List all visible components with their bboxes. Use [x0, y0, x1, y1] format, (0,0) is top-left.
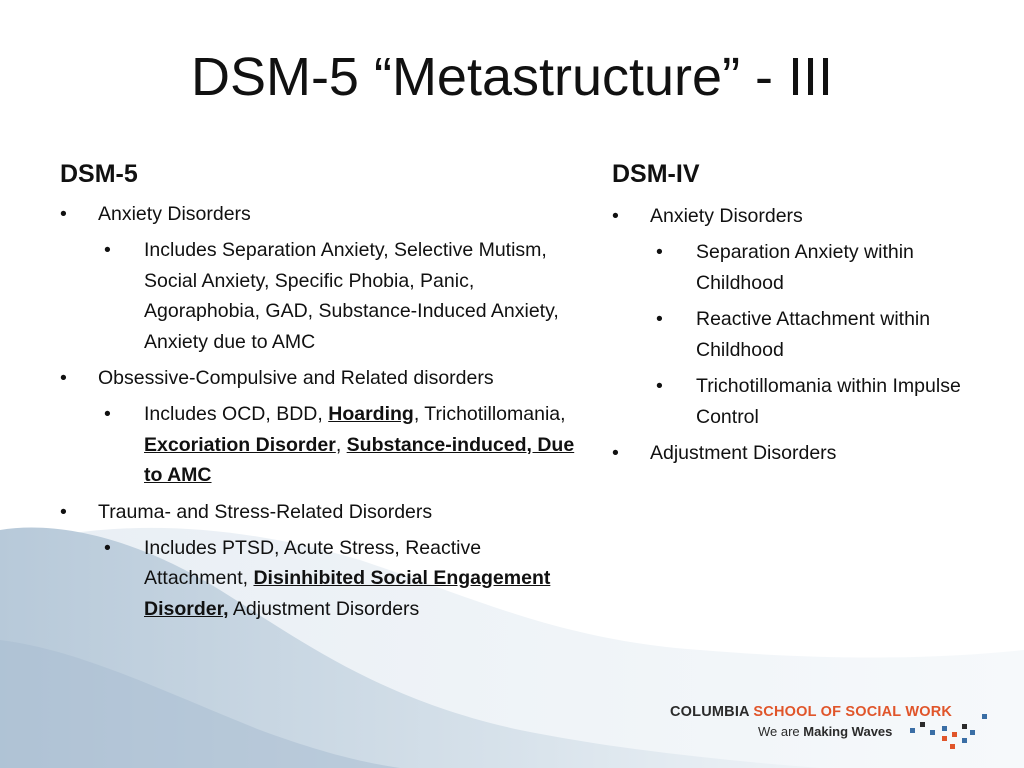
sub-text: Includes OCD, BDD, — [144, 403, 329, 425]
sub-text: Adjustment Disorders — [228, 597, 420, 620]
dsm5-column — [60, 160, 580, 630]
sub-list-item — [612, 237, 992, 298]
columbia-school-logo — [670, 704, 1000, 754]
sub-text: Includes PTSD, Acute Stress, Reactive Attachment, — [144, 536, 482, 589]
dsm5-heading: DSM-5 — [60, 160, 138, 188]
sub-list-item — [60, 235, 580, 357]
list-item — [612, 438, 992, 468]
bullet: • — [104, 403, 111, 425]
list-item — [612, 201, 992, 231]
new-disorder-excoriation: Excoriation Disorder — [144, 433, 336, 456]
bullet: • — [60, 500, 67, 523]
bullet: • — [612, 205, 619, 227]
sub-list-item — [60, 533, 580, 625]
bullet: • — [656, 308, 663, 330]
sub-list-item-text: Reactive Attachment within Childhood — [696, 308, 931, 361]
bullet: • — [612, 442, 619, 464]
sub-list-item-text: Separation Anxiety within Childhood — [696, 241, 914, 294]
sub-list-item — [60, 399, 580, 491]
dsm4-column — [612, 160, 992, 474]
logo-tagline — [758, 724, 892, 739]
sub-list-item — [612, 304, 992, 365]
list-item-label: Anxiety Disorders — [98, 203, 251, 225]
list-item-label: Obsessive-Compulsive and Related disorders — [98, 367, 494, 389]
bullet: • — [656, 241, 663, 263]
logo-word-columbia: COLUMBIA — [670, 704, 754, 720]
list-item-label: Trauma- and Stress-Related Disorders — [98, 500, 433, 523]
new-disorder-hoarding: Hoarding — [328, 403, 414, 425]
sub-list-item-text: Includes Separation Anxiety, Selective Mutism, Social Anxiety, Specific Phobia, Panic, Agoraphobia, GAD, Substance-Induced Anxiety, Anxiety due to AMC — [144, 239, 559, 353]
slide-title: DSM-5 “Metastructure” - III — [190, 47, 834, 107]
sub-list-item-text: Trichotillomania within Impulse Control — [696, 375, 961, 428]
new-disorder-disinhibited-social-engagement: Disinhibited Social Engagement Disorder, — [144, 567, 551, 620]
bullet: • — [104, 536, 111, 559]
bullet: • — [60, 367, 67, 389]
bullet: • — [60, 203, 67, 225]
list-item — [60, 363, 580, 393]
list-item — [60, 497, 580, 527]
logo-dots-icon — [906, 708, 996, 752]
logo-tagline-bold: Making Waves — [803, 724, 893, 739]
sub-text: , — [335, 433, 347, 456]
new-disorder-substance-induced: Substance-induced, Due to AMC — [144, 433, 575, 486]
logo-tagline-prefix: We are — [758, 724, 804, 739]
dsm4-heading: DSM-IV — [612, 160, 700, 188]
sub-text: , Trichotillomania, — [413, 403, 566, 425]
bullet: • — [656, 375, 663, 397]
list-item-label: Anxiety Disorders — [650, 205, 803, 227]
sub-list-item — [612, 371, 992, 432]
list-item — [60, 199, 580, 229]
bullet: • — [104, 239, 111, 261]
logo-word-school: SCHOOL OF SOCIAL WORK — [753, 704, 953, 720]
list-item-label: Adjustment Disorders — [650, 442, 837, 464]
